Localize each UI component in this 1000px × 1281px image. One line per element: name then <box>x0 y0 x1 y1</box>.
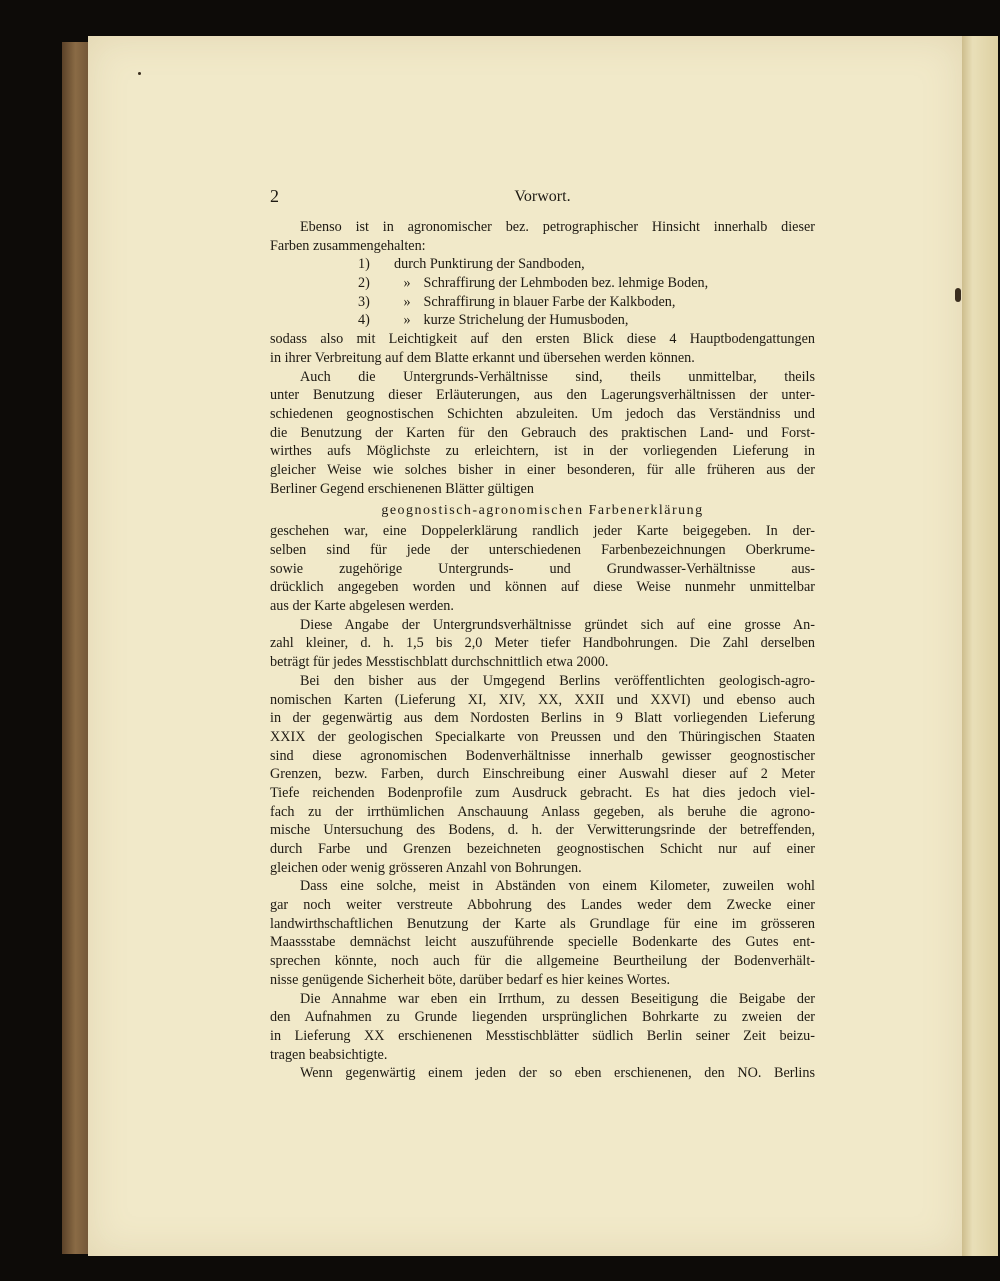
ink-speck <box>138 72 141 75</box>
paragraph-4 <box>270 672 815 878</box>
text-line: drücklich angegeben worden und können auf diese Weise nunmehr unmittelbar <box>270 579 815 596</box>
text-line: selben sind für jede der unterschiedenen Farbenbezeichnungen Oberkrume- <box>270 542 815 558</box>
paragraph-6 <box>270 990 815 1065</box>
text-line: Auch die Untergrunds-Verhältnisse sind, theils unmittelbar, theils <box>300 368 815 385</box>
text-line: Grenzen, bezw. Farben, durch Einschreibung einer Auswahl dieser auf 2 Meter <box>270 766 815 783</box>
text-line: in Lieferung XX erschienenen Messtischblätter südlich Berlin seiner Zeit beizu- <box>270 1027 815 1044</box>
text-line: tragen beabsichtigte. <box>270 1046 388 1063</box>
text-line: Dass eine solche, meist in Abständen von einem Kilometer, zuweilen wohl <box>300 878 815 895</box>
text-line: unter Benutzung dieser Erläuterungen, aus den Lagerungsverhältnissen der unter- <box>270 387 815 404</box>
text-line: Tiefe reichenden Bodenprofile zum Ausdruck gebracht. Es hat dies jedoch viel- <box>270 784 815 801</box>
text-line: gleichen oder wenig grösseren Anzahl von Bohrungen. <box>270 859 582 876</box>
list-text: kurze Strichelung der Humusboden, <box>423 312 629 329</box>
page-number: 2 <box>270 186 279 206</box>
text-line: Die Annahme war eben ein Irrthum, zu dessen Beseitigung die Beigabe der <box>300 990 815 1007</box>
text-line: sind diese agronomischen Bodenverhältnisse innerhalb gewisser geognostischer <box>270 747 815 764</box>
list-number: 4) <box>358 312 370 329</box>
text-line: XXIX der geologischen Specialkarte von Preussen und den Thüringischen Staaten <box>270 728 815 745</box>
list-text: durch Punktirung der Sandboden, <box>394 256 585 273</box>
paragraph-intro <box>270 218 815 255</box>
list-text: Schraffirung in blauer Farbe der Kalkboden, <box>423 293 676 310</box>
text-line: sowie zugehörige Untergrunds- und Grundwasser-Verhältnisse aus- <box>270 560 815 577</box>
paragraph-after-list <box>270 330 815 367</box>
text-line: landwirthschaftlichen Benutzung der Karte als Grundlage für eine im grösseren <box>270 915 815 932</box>
list-number: 2) <box>358 275 370 292</box>
text-line: beträgt für jedes Messtischblatt durchschnittlich etwa 2000. <box>270 654 609 671</box>
text-line: Ebenso ist in agronomischer bez. petrographischer Hinsicht innerhalb dieser <box>300 219 815 235</box>
text-line: Berliner Gegend erschienenen Blätter gültigen <box>270 480 534 497</box>
ditto-mark: » <box>403 293 411 310</box>
ink-speck <box>955 288 961 302</box>
list-item <box>270 293 815 312</box>
text-line: schiedenen geognostischen Schichten abzuleiten. Um jedoch das Verständniss und <box>270 405 815 422</box>
list-number: 3) <box>358 293 370 310</box>
ditto-mark: » <box>403 312 411 329</box>
text-line: Wenn gegenwärtig einem jeden der so eben erschienenen, den NO. Berlins <box>300 1065 815 1082</box>
text-line: geschehen war, eine Doppelerklärung randlich jeder Karte beigegeben. In der- <box>270 523 815 540</box>
text-line: Maassstabe demnächst leicht auszuführende specielle Bodenkarte des Gutes ent- <box>270 934 815 951</box>
text-line: gar noch weiter verstreute Abbohrung des Landes weder dem Zwecke einer <box>270 897 815 914</box>
text-line: Farben zusammengehalten: <box>270 237 426 254</box>
running-header <box>270 186 815 210</box>
centered-heading: geognostisch-agronomischen Farbenerklärung <box>381 503 704 519</box>
text-line: die Benutzung der Karten für den Gebrauch des praktischen Land- und Forst- <box>270 424 815 441</box>
ditto-mark: » <box>403 275 411 292</box>
paragraph-5 <box>270 877 815 989</box>
next-page-edge <box>962 36 998 1256</box>
text-line: durch Farbe und Grenzen bezeichneten geognostischen Schicht nur auf einer <box>270 841 815 857</box>
text-line: in der gegenwärtig aus dem Nordosten Berlins in 9 Blatt vorliegenden Lieferung <box>270 710 815 727</box>
paragraph-3 <box>270 616 815 672</box>
text-line: den Aufnahmen zu Grunde liegenden ursprünglichen Bohrkarte zu zweien der <box>270 1009 815 1026</box>
text-line: sprechen könnte, noch auch für die allgemeine Beurtheilung der Bodenverhält- <box>270 953 815 970</box>
list-number: 1) <box>358 256 370 273</box>
text-line: mische Untersuchung des Bodens, d. h. der Verwitterungsrinde der betreffenden, <box>270 822 815 839</box>
text-line: aus der Karte abgelesen werden. <box>270 598 454 615</box>
text-line: wirthes aufs Möglichste zu erleichtern, ist in der vorliegenden Lieferung in <box>270 443 815 460</box>
list-item <box>270 255 815 274</box>
text-line: gleicher Weise wie solches bisher in einer besonderen, für alle früheren aus der <box>270 461 815 478</box>
header-title: Vorwort. <box>514 188 571 205</box>
list-item <box>270 311 815 330</box>
text-line: nomischen Karten (Lieferung XI, XIV, XX, XXII und XXVI) und ebenso auch <box>270 691 815 708</box>
paragraph-2-continued <box>270 522 815 615</box>
text-line: sodass also mit Leichtigkeit auf den ersten Blick diese 4 Hauptbodengattungen <box>270 331 815 348</box>
paragraph-2 <box>270 368 815 499</box>
text-line: Diese Angabe der Untergrundsverhältnisse gründet sich auf eine grosse An- <box>300 616 815 633</box>
text-line: nisse genügende Sicherheit böte, darüber bedarf es hier keines Wortes. <box>270 971 671 988</box>
list-item <box>270 274 815 293</box>
paragraph-7 <box>270 1064 815 1083</box>
text-line: fach zu der irrthümlichen Anschauung Anlass gegeben, als beruhe die agrono- <box>270 803 815 820</box>
text-line: zahl kleiner, d. h. 1,5 bis 2,0 Meter tiefer Handbohrungen. Die Zahl derselben <box>270 635 815 652</box>
soil-type-list <box>270 255 815 330</box>
page-text <box>270 186 815 1083</box>
list-text: Schraffirung der Lehmboden bez. lehmige Boden, <box>423 275 709 292</box>
text-line: Bei den bisher aus der Umgegend Berlins veröffentlichten geologisch-agro- <box>300 672 815 689</box>
text-line: in ihrer Verbreitung auf dem Blatte erkannt und übersehen werden können. <box>270 349 695 366</box>
